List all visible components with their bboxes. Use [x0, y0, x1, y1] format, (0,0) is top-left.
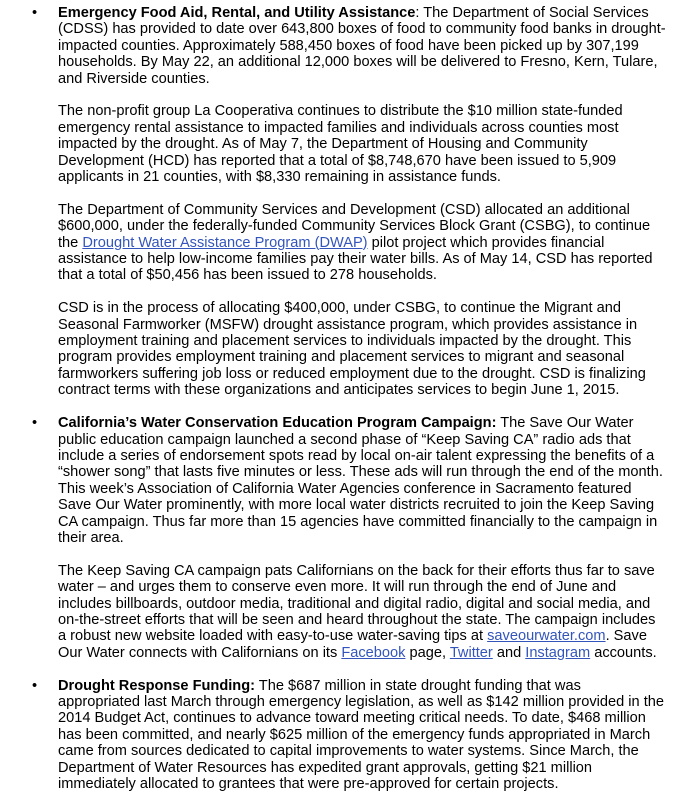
heading-separator: : [415, 5, 420, 21]
paragraph-text: accounts. [590, 644, 657, 661]
paragraph-text: The Save Our Water public education campaign launched a second phase of “Keep Saving CA” radio ads that include a series of endorsement spots read by local on-air talent expressing the benefits of a “shower song” that lasts five minutes or less. These ads will run through the end of the month. This week’s Association of California Water Agencies conference in Sacramento featured Save Our Water prominently, with more local water districts recruited to join the Keep Saving CA campaign. Thus far more than 15 agencies have committed financially to the campaign in their area. [58, 415, 663, 546]
paragraph: CSD is in the process of allocating $400,000, under CSBG, to continue the Migrant and Seasonal Farmworker (MSFW) drought assistance program, which provides assistance in employment training and placement services to individuals impacted by the drought. This program provides employment training and placement services to migrant and seasonal farmworkers suffering job loss or reduced employment due to the drought. CSD is finalizing contract terms with these organizations and anticipates services to begin June 1, 2015. [58, 300, 646, 399]
twitter-link[interactable]: Twitter [449, 644, 493, 661]
paragraph-text: The Department of Community Services and Development (CSD) allocated an additional $600,000, under the federally-funded Community Services Block Grant (CSBG), to continue the [58, 201, 651, 251]
bullet-marker: • [32, 5, 38, 21]
paragraph [58, 563, 666, 661]
paragraph-text: The $687 million in state drought funding that was appropriated last March through emergency legislation, as well as $142 million provided in the 2014 Budget Act, continues to advance toward meeting critical needs. To date, $468 million has been committed, and nearly $625 million of the emergency funds appropriated in March came from sources dedicated to capital improvements to water systems. Since March, the Department of Water Resources has expedited grant approvals, getting $21 million immediately allocated to grantees that were pre-approved for certain projects. [58, 677, 664, 792]
facebook-link[interactable]: Facebook [341, 644, 406, 661]
list-item-emergency-food-aid [32, 5, 666, 399]
paragraph-text: page, [405, 644, 450, 661]
paragraph [58, 5, 666, 87]
item-heading: California’s Water Conservation Education Program Campaign: [58, 415, 497, 432]
bullet-marker: • [32, 415, 38, 432]
bullet-marker: • [32, 677, 38, 694]
paragraph-text: pilot project which provides financial assistance to help low-income families pay their water bills. As of May 14, CSD has reported that a total of $50,456 has been issued to 278 households. [58, 234, 653, 284]
item-heading: Drought Response Funding: [58, 677, 255, 694]
paragraph [58, 415, 666, 546]
dwap-link[interactable]: Drought Water Assistance Program (DWAP) [82, 234, 368, 251]
paragraph-text: and [492, 644, 526, 661]
paragraph [58, 678, 666, 792]
paragraph-text: . Save Our Water connects with Californians on its [58, 628, 647, 661]
paragraph-text: The Keep Saving CA campaign pats Californians on the back for their efforts thus far to save water – and urges them to conserve even more. It will run through the end of June and includes billboards, outdoor media, traditional and digital radio, digital and social media, and on-the-street efforts that will be seen and heard throughout the state. The campaign includes a robust new website loaded with easy-to-use water-saving tips at [58, 562, 656, 645]
list-item-water-conservation-campaign [32, 415, 666, 661]
paragraph [58, 202, 666, 284]
paragraph: The non-profit group La Cooperativa continues to distribute the $10 million state-funded emergency rental assistance to impacted families and individuals across counties most impacted by the drought. As of May 7, the Department of Housing and Community Development (HCD) has reported that a total of $8,748,670 have been issued to 5,909 applicants in 21 counties, with $8,330 remaining in assistance funds. [58, 103, 623, 186]
list-item-drought-response-funding [32, 677, 666, 792]
item-heading: Emergency Food Aid, Rental, and Utility Assistance [58, 5, 416, 21]
instagram-link[interactable]: Instagram [525, 644, 591, 661]
paragraph-text: The Department of Social Services (CDSS) has provided to date over 643,800 boxes of food to community food banks in drought-impacted counties. Approximately 588,450 boxes of food have been picked up by 307,199 households. By May 22, an additional 12,000 boxes will be delivered to Fresno, Kern, Tulare, and Riverside counties. [58, 5, 666, 87]
saveourwater-link[interactable]: saveourwater.com [487, 628, 606, 645]
